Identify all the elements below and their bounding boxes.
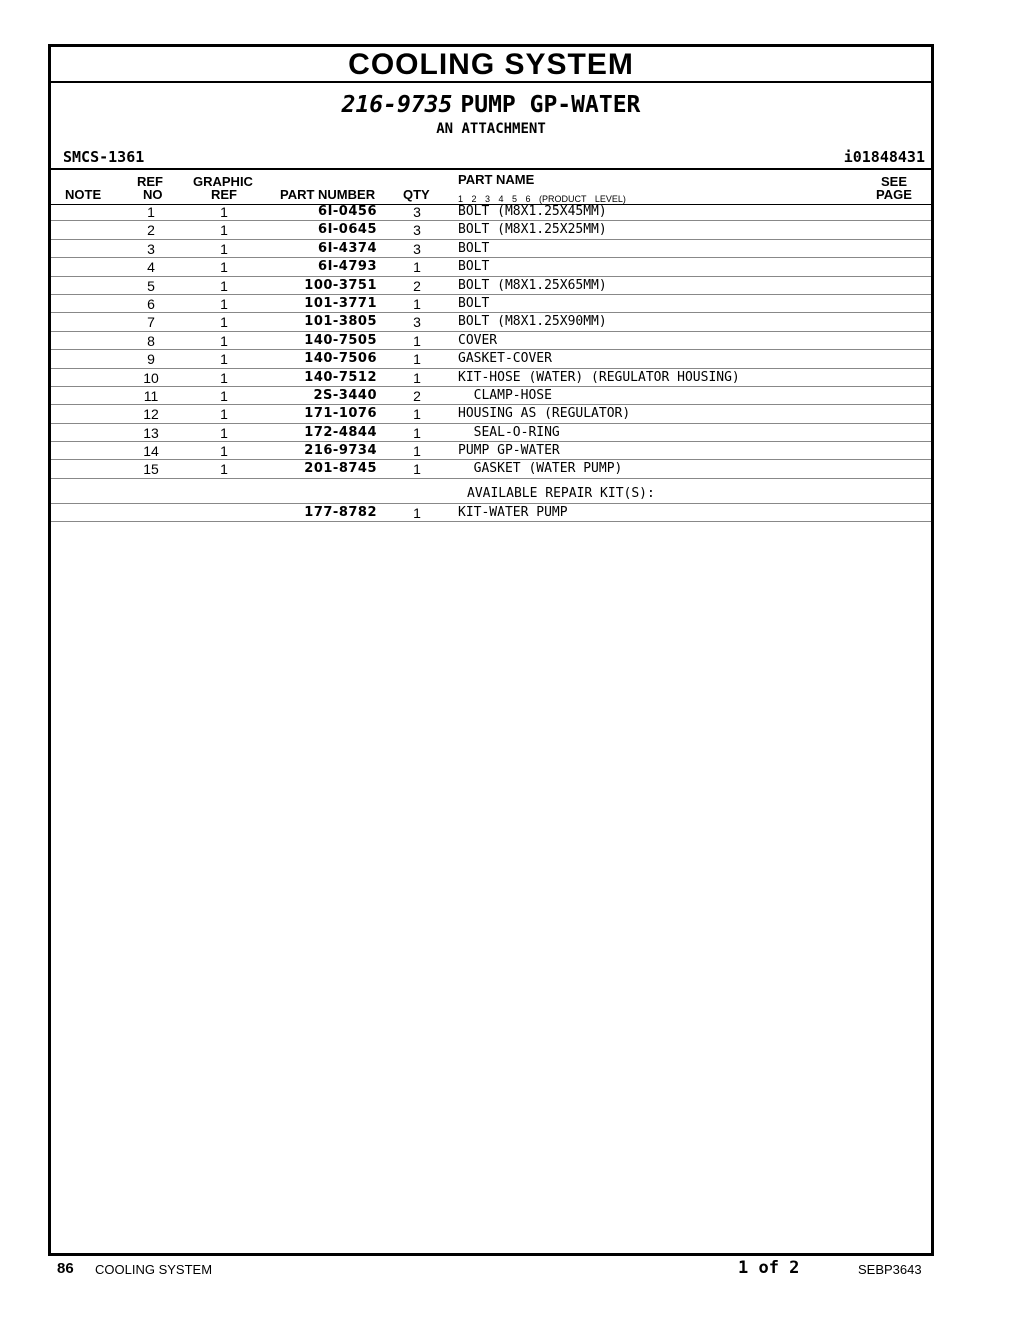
part-name: KIT-WATER PUMP [458,504,568,520]
qty: 1 [413,461,421,478]
part-name: BOLT [458,295,490,311]
ref-no: 3 [147,240,155,257]
graphic-ref: 1 [220,351,228,368]
part-name: BOLT (M8X1.25X65MM) [458,277,607,293]
page-number: 86 [57,1260,74,1277]
table-row [51,221,931,239]
parts-table-body [51,203,931,522]
table-row [51,277,931,295]
part-number: 171-1076 [304,406,377,422]
col-graphic-top: GRAPHIC [193,174,253,189]
part-number: 6I-4793 [318,259,377,275]
table-row [51,387,931,405]
table-row [51,258,931,276]
table-row [51,240,931,258]
footer-section: COOLING SYSTEM [95,1262,213,1277]
col-ref-bottom: NO [143,187,163,202]
repair-kit-row [51,504,931,522]
part-number: 140-7505 [304,332,377,348]
part-number: 140-7506 [304,351,377,367]
graphic-ref: 1 [220,461,228,478]
col-note: NOTE [65,187,102,202]
table-row [51,313,931,331]
part-name: BOLT [458,259,490,275]
smcs-code: SMCS-1361 [63,148,145,166]
graphic-ref: 1 [220,222,228,239]
ref-no: 11 [143,387,159,404]
page-of: 1 of 2 [738,1258,800,1278]
page-footer [0,1256,1020,1286]
part-name: BOLT (M8X1.25X90MM) [458,314,607,330]
graphic-ref: 1 [220,204,228,220]
part-name: BOLT (M8X1.25X45MM) [458,204,607,219]
part-number: 201-8745 [304,461,377,477]
graphic-ref: 1 [220,332,228,349]
qty: 1 [413,295,421,312]
table-row [51,424,931,442]
part-name: BOLT [458,240,490,256]
qty: 1 [413,332,421,349]
qty: 3 [413,314,421,331]
ref-no: 8 [147,332,155,349]
table-row [51,369,931,387]
graphic-ref: 1 [220,387,228,404]
ref-no: 13 [143,424,159,441]
qty: 1 [413,504,421,521]
table-row [51,332,931,350]
repair-kit-heading-row [51,479,931,504]
part-name: PUMP GP-WATER [458,443,560,459]
ref-no: 6 [147,295,155,312]
qty: 3 [413,204,421,220]
col-part-name: PART NAME [458,172,535,187]
illustration-id: i01848431 [843,148,925,166]
table-row [51,442,931,460]
graphic-ref: 1 [220,424,228,441]
table-row [51,203,931,221]
col-product-level: 1 2 3 4 5 6 (PRODUCT LEVEL) [458,194,626,204]
graphic-ref: 1 [220,406,228,423]
qty: 3 [413,222,421,239]
col-ref-top: REF [137,174,163,189]
part-number: 100-3751 [304,277,377,293]
part-number: 216-9734 [304,443,377,459]
graphic-ref: 1 [220,277,228,294]
part-name: GASKET-COVER [458,351,552,367]
graphic-ref: 1 [220,295,228,312]
part-name: HOUSING AS (REGULATOR) [458,406,631,422]
qty: 3 [413,240,421,257]
col-see-bottom: PAGE [876,187,912,202]
table-row [51,460,931,478]
qty: 1 [413,443,421,460]
table-row [51,295,931,313]
qty: 1 [413,369,421,386]
part-number: 101-3805 [304,314,377,330]
part-name: SEAL-O-RING [458,424,560,440]
part-name: BOLT (M8X1.25X25MM) [458,222,607,238]
page-title: COOLING SYSTEM [51,47,931,83]
group-heading [51,91,931,119]
qty: 2 [413,277,421,294]
part-name: CLAMP-HOSE [458,387,552,403]
qty: 2 [413,387,421,404]
part-number: 6I-0645 [318,222,377,238]
part-name: COVER [458,332,498,348]
part-name: GASKET (WATER PUMP) [458,461,623,477]
ref-no: 14 [143,443,159,460]
part-number: 2S-3440 [313,387,377,403]
graphic-ref: 1 [220,369,228,386]
part-name: KIT-HOSE (WATER) (REGULATOR HOUSING) [458,369,740,385]
part-number: 177-8782 [304,504,377,520]
ref-no: 7 [147,314,155,331]
table-header [51,168,931,205]
attachment-label: AN ATTACHMENT [436,121,546,137]
graphic-ref: 1 [220,443,228,460]
parts-page-frame [48,44,934,1256]
qty: 1 [413,259,421,276]
graphic-ref: 1 [220,240,228,257]
graphic-ref: 1 [220,259,228,276]
part-number: 101-3771 [304,295,377,311]
graphic-ref: 1 [220,314,228,331]
document-id: SEBP3643 [858,1262,922,1277]
ref-no: 4 [147,259,155,276]
group-part-number: 216-9735 [341,92,453,118]
table-row [51,405,931,423]
repair-kit-heading: AVAILABLE REPAIR KIT(S): [467,485,655,501]
qty: 1 [413,406,421,423]
ref-no: 10 [143,369,159,386]
col-see-top: SEE [881,174,908,189]
ref-no: 5 [147,277,155,294]
group-part-name: PUMP GP-WATER [460,92,641,118]
part-number: 6I-4374 [318,240,377,256]
col-graphic-bottom: REF [211,187,237,202]
ref-no: 15 [143,461,159,478]
part-number: 6I-0456 [318,204,377,219]
ref-no: 2 [147,222,155,239]
table-row [51,350,931,368]
col-part-number: PART NUMBER [280,187,376,202]
part-number: 172-4844 [304,424,377,440]
qty: 1 [413,424,421,441]
ref-no: 9 [147,351,155,368]
ref-no: 1 [147,204,155,220]
qty: 1 [413,351,421,368]
ref-no: 12 [143,406,159,423]
col-qty: QTY [403,187,430,202]
part-number: 140-7512 [304,369,377,385]
